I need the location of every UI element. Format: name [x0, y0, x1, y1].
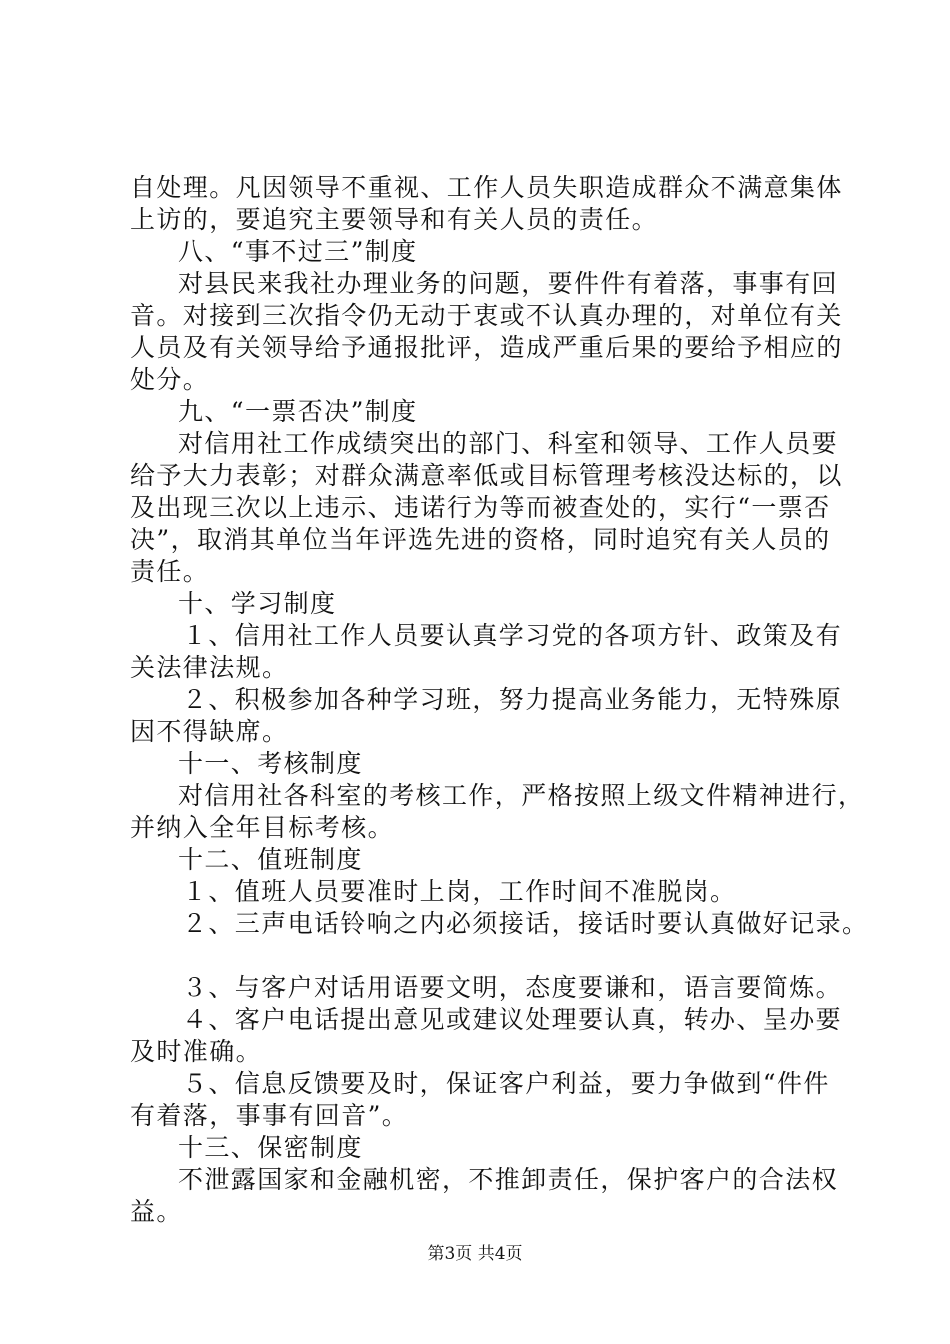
page-number-footer: 第3页 共4页	[427, 1244, 523, 1264]
body-line: 音。对接到三次指令仍无动于衷或不认真办理的，对单位有关	[130, 301, 843, 330]
section-heading: 十二、值班制度	[178, 845, 363, 874]
section-heading: 十一、考核制度	[178, 749, 363, 778]
body-line: 并纳入全年目标考核。	[130, 813, 395, 842]
document-body	[130, 172, 869, 1228]
list-item: ４、客户电话提出意见或建议处理要认真，转办、呈办要	[182, 1005, 843, 1034]
list-item: ２、积极参加各种学习班，努力提高业务能力，无特殊原	[182, 685, 843, 714]
list-item: ３、与客户对话用语要文明，态度要谦和，语言要简炼。	[182, 973, 843, 1002]
body-line: 对信用社各科室的考核工作，严格按照上级文件精神进行，	[178, 781, 865, 810]
section-heading: 八、“事不过三”制度	[178, 237, 418, 266]
body-line: 责任。	[130, 557, 210, 586]
list-item: ２、三声电话铃响之内必须接话，接话时要认真做好记录。	[182, 909, 869, 938]
body-line: 对信用社工作成绩突出的部门、科室和领导、工作人员要	[178, 429, 839, 458]
body-line: 益。	[130, 1197, 183, 1226]
body-line: 处分。	[130, 365, 210, 394]
list-item: ５、信息反馈要及时，保证客户利益，要力争做到“件件	[182, 1069, 830, 1098]
body-line: 及出现三次以上违示、违诺行为等而被查处的，实行“一票否	[130, 493, 831, 522]
body-line: 不泄露国家和金融机密，不推卸责任，保护客户的合法权	[178, 1165, 839, 1194]
section-heading: 十、学习制度	[178, 589, 337, 618]
body-line: 给予大力表彰；对群众满意率低或目标管理考核没达标的，以	[130, 461, 843, 490]
blank-line	[130, 940, 835, 972]
body-line: 有着落，事事有回音”。	[130, 1101, 409, 1130]
body-line: 及时准确。	[130, 1037, 263, 1066]
body-line: 人员及有关领导给予通报批评，造成严重后果的要给予相应的	[130, 333, 843, 362]
list-item: １、信用社工作人员要认真学习党的各项方针、政策及有	[182, 621, 843, 650]
body-line: 对县民来我社办理业务的问题，要件件有着落，事事有回	[178, 269, 839, 298]
section-heading: 九、“一票否决”制度	[178, 397, 418, 426]
list-item: １、值班人员要准时上岗，工作时间不准脱岗。	[182, 877, 737, 906]
body-line: 因不得缺席。	[130, 717, 289, 746]
section-heading: 十三、保密制度	[178, 1133, 363, 1162]
body-line: 上访的，要追究主要领导和有关人员的责任。	[130, 205, 659, 234]
body-line: 自处理。凡因领导不重视、工作人员失职造成群众不满意集体	[130, 173, 843, 202]
body-line: 决”，取消其单位当年评选先进的资格，同时追究有关人员的	[130, 525, 831, 554]
body-line: 关法律法规。	[130, 653, 289, 682]
